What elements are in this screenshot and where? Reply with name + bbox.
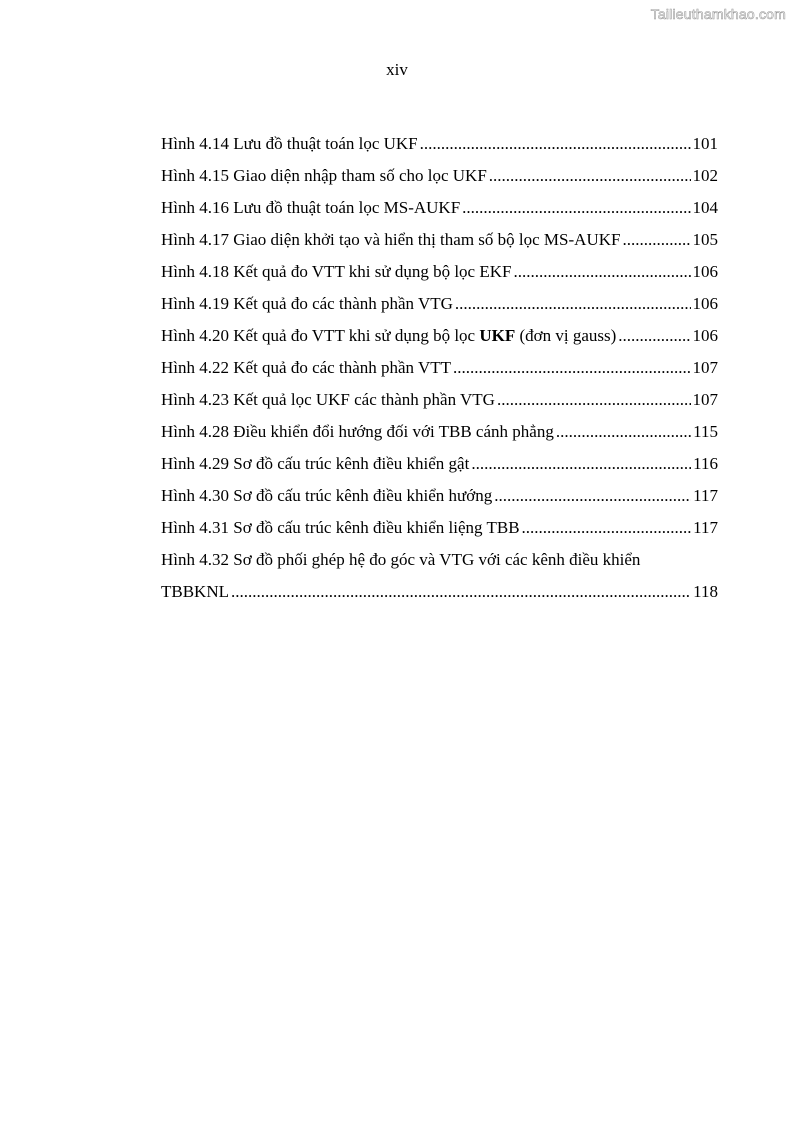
toc-entry-4-22[interactable] (161, 355, 718, 387)
toc-entry-4-15[interactable] (161, 163, 718, 195)
toc-entry-page: 102 (692, 166, 718, 185)
toc-entry-title: Hình 4.30 Sơ đồ cấu trúc kênh điều khiển hướng (161, 486, 493, 505)
watermark: Tailieuthamkhao.com (650, 6, 786, 22)
toc-entry-page: 117 (693, 518, 718, 537)
toc-entry-title-bold: UKF (479, 326, 516, 345)
toc-entry-page: 106 (692, 326, 718, 345)
toc-entry-page: 117 (693, 486, 718, 505)
toc-entry-title: Hình 4.18 Kết quả đo VTT khi sử dụng bộ lọc EKF (161, 262, 512, 281)
toc-entry-title-part: (đơn vị gauss) (515, 326, 617, 345)
dot-leader (471, 451, 691, 477)
dot-leader (494, 483, 691, 509)
toc-entry-title: Hình 4.16 Lưu đồ thuật toán lọc MS-AUKF (161, 198, 461, 217)
toc-entry-4-31[interactable] (161, 515, 718, 547)
toc-entry-page: 107 (692, 358, 718, 377)
toc-entry-page: 115 (693, 422, 718, 441)
toc-entry-continuation (161, 579, 718, 611)
toc-entry-4-18[interactable] (161, 259, 718, 291)
toc-entry-page: 106 (692, 262, 718, 281)
toc-entry-4-23[interactable] (161, 387, 718, 419)
dot-leader (453, 355, 690, 381)
toc-entry-title: Hình 4.17 Giao diện khởi tạo và hiển thị tham số bộ lọc MS-AUKF (161, 230, 621, 249)
toc-entry-page: 107 (692, 390, 718, 409)
toc-entry-4-20[interactable] (161, 323, 718, 355)
toc-entry-title-part: Hình 4.20 Kết quả đo VTT khi sử dụng bộ lọc (161, 326, 480, 345)
toc-entry-page: 104 (692, 198, 718, 217)
dot-leader (420, 131, 691, 157)
dot-leader (618, 323, 690, 349)
toc-entry-title: Hình 4.29 Sơ đồ cấu trúc kênh điều khiển gật (161, 454, 470, 473)
toc-entry-4-14[interactable] (161, 131, 718, 163)
toc-entry-page: 118 (693, 582, 718, 601)
toc-entry-page: 105 (692, 230, 718, 249)
toc-entry-4-29[interactable] (161, 451, 718, 483)
toc-entry-title: Hình 4.28 Điều khiển đổi hướng đối với TBB cánh phẳng (161, 422, 554, 441)
toc-entry-page: 116 (693, 454, 718, 473)
dot-leader (522, 515, 692, 541)
toc-entry-4-32[interactable] (161, 547, 718, 611)
toc-entry-4-28[interactable] (161, 419, 718, 451)
toc-entry-title: Hình 4.19 Kết quả đo các thành phần VTG (161, 294, 453, 313)
toc-entry-4-16[interactable] (161, 195, 718, 227)
toc-entry-4-19[interactable] (161, 291, 718, 323)
page-number: xiv (386, 60, 408, 79)
toc-entry-title: Hình 4.31 Sơ đồ cấu trúc kênh điều khiển liệng TBB (161, 518, 520, 537)
dot-leader (455, 291, 691, 317)
dot-leader (462, 195, 690, 221)
toc-entry-title: Hình 4.14 Lưu đồ thuật toán lọc UKF (161, 134, 418, 153)
toc-entry-page: 106 (692, 294, 718, 313)
toc-entry-title: Hình 4.32 Sơ đồ phối ghép hệ đo góc và VTG với các kênh điều khiển (161, 550, 641, 569)
dot-leader (497, 387, 691, 413)
dot-leader (513, 259, 690, 285)
toc-entry-4-17[interactable] (161, 227, 718, 259)
dot-leader (556, 419, 691, 445)
dot-leader (489, 163, 691, 189)
toc-entry-4-30[interactable] (161, 483, 718, 515)
toc-entry-title: Hình 4.22 Kết quả đo các thành phần VTT (161, 358, 452, 377)
toc-entry-page: 101 (692, 134, 718, 153)
table-of-figures (161, 131, 718, 611)
dot-leader (622, 227, 690, 253)
toc-entry-title (161, 323, 616, 349)
dot-leader (231, 579, 691, 605)
toc-entry-title: Hình 4.15 Giao diện nhập tham số cho lọc UKF (161, 166, 487, 185)
toc-entry-title-continued: TBBKNL (161, 582, 229, 601)
toc-entry-title: Hình 4.23 Kết quả lọc UKF các thành phần VTG (161, 390, 495, 409)
